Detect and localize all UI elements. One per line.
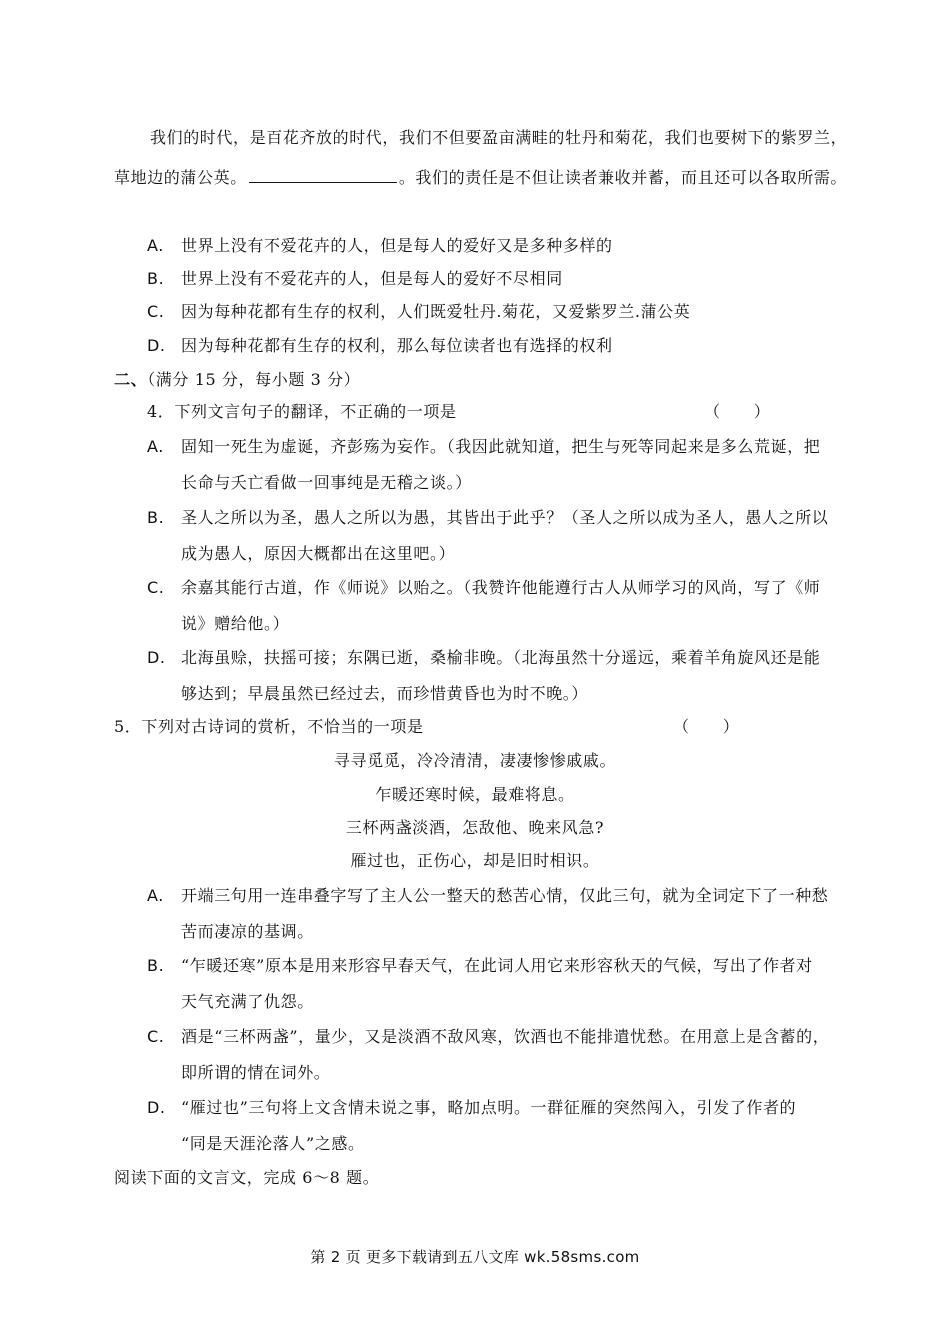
q5-answer-bracket: （ ） xyxy=(673,717,740,736)
q4-option-a: A. 固知一死生为虚诞，齐彭殇为妄作。（我因此就知道，把生与死等同起来是多么荒诞，把 xyxy=(147,437,821,456)
fill-in-blank xyxy=(249,166,397,183)
q4-stem: 4．下列文言句子的翻译，不正确的一项是 xyxy=(147,402,457,421)
q5-option-d: D. “雁过也”三句将上文含情未说之事，略加点明。一群征雁的突然闯入，引发了作者的 xyxy=(147,1098,797,1117)
q3-option-d: D. 因为每种花都有生存的权利，那么每位读者也有选择的权利 xyxy=(147,336,613,355)
passage-line-2-start: 草地边的蒲公英。 xyxy=(114,168,247,187)
q5-option-a: A. 开端三句用一连串叠字写了主人公一整天的愁苦心情，仅此三句，就为全词定下了一种愁 xyxy=(147,886,829,905)
q3-option-b: B. 世界上没有不爱花卉的人，但是每人的爱好不尽相同 xyxy=(147,269,563,288)
poem-line-2: 乍暖还寒时候，最难将息。 xyxy=(375,785,575,804)
poem-line-3: 三杯两盏淡酒，怎敌他、晚来风急? xyxy=(345,818,605,837)
reading-instruction: 阅读下面的文言文，完成 6～8 题。 xyxy=(114,1168,380,1187)
q5-option-c: C. 酒是“三杯两盏”，量少，又是淡酒不敌风寒，饮酒也不能排遣忧愁。在用意上是含蓄的， xyxy=(147,1027,830,1046)
page-footer: 第 2 页 更多下载请到五八文库 wk.58sms.com xyxy=(310,1248,640,1266)
poem-line-4: 雁过也，正伤心，却是旧时相识。 xyxy=(350,851,600,870)
q4-option-c: C. 余嘉其能行古道，作《师说》以贻之。（我赞许他能遵行古人从师学习的风尚，写了《师 xyxy=(147,578,821,597)
q3-option-a: A. 世界上没有不爱花卉的人，但是每人的爱好又是多种多样的 xyxy=(147,236,613,255)
section-2-heading: 二、（满分 15 分，每小题 3 分） xyxy=(114,370,361,389)
poem-line-1: 寻寻觅觅，冷冷清清，凄凄惨惨戚戚。 xyxy=(333,751,617,770)
q4-answer-bracket: （ ） xyxy=(704,402,771,421)
q5-option-c-cont: 即所谓的情在词外。 xyxy=(181,1063,331,1082)
q3-option-c: C. 因为每种花都有生存的权利，人们既爱牡丹.菊花，又爱紫罗兰.蒲公英 xyxy=(147,302,691,321)
q4-option-a-cont: 长命与夭亡看做一回事纯是无稽之谈。） xyxy=(181,473,472,492)
q4-option-c-cont: 说》赠给他。） xyxy=(181,614,290,633)
q4-option-b-cont: 成为愚人，原因大概都出在这里吧。） xyxy=(181,544,456,563)
q4-option-b: B. 圣人之所以为圣，愚人之所以为愚，其皆出于此乎？（圣人之所以成为圣人，愚人之所以 xyxy=(147,508,829,527)
q4-option-d: D. 北海虽赊，扶摇可接；东隅已逝，桑榆非晚。（北海虽然十分遥远，乘着羊角旋风还是能 xyxy=(147,648,821,667)
q4-option-d-cont: 够达到；早晨虽然已经过去，而珍惜黄昏也为时不晚。） xyxy=(181,684,589,703)
passage-line-1: 我们的时代，是百花齐放的时代，我们不但要盈亩满畦的牡丹和菊花，我们也要树下的紫罗兰， xyxy=(150,128,848,147)
passage-line-2-end: 。我们的责任是不但让读者兼收并蓄，而且还可以各取所需。 xyxy=(398,168,848,187)
q5-option-b: B. “乍暖还寒”原本是用来形容早春天气，在此词人用它来形容秋天的气候，写出了作者对 xyxy=(147,956,813,975)
q5-stem: 5．下列对古诗词的赏析，不恰当的一项是 xyxy=(114,717,424,736)
q5-option-b-cont: 天气充满了仇怨。 xyxy=(181,992,314,1011)
q5-option-d-cont: “同是天涯沦落人”之感。 xyxy=(181,1134,365,1153)
passage-line-2 xyxy=(114,166,847,188)
q5-option-a-cont: 苦而凄凉的基调。 xyxy=(181,922,314,941)
